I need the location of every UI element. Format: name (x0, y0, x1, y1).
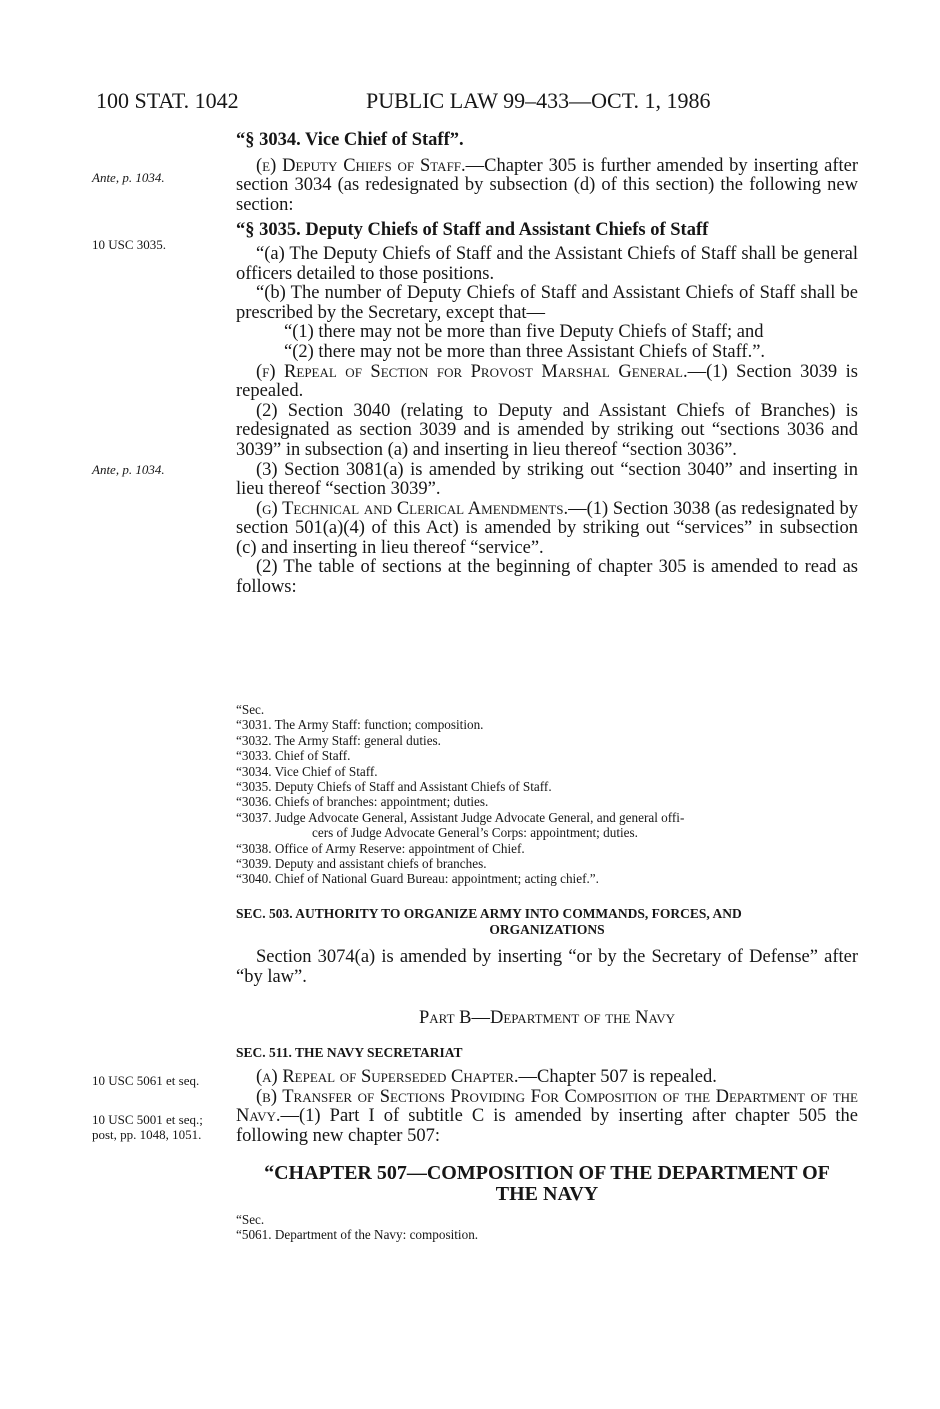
toc-sec-label: “Sec. (236, 1212, 265, 1227)
margin-note-usc-3035: 10 USC 3035. (92, 237, 167, 252)
toc-item: “3040. Chief of National Guard Bureau: appointment; acting chief.”. (236, 871, 599, 887)
toc-item: “3037. Judge Advocate General, Assistant Judge Advocate General, and general offi- (236, 809, 685, 825)
part-b-heading-block (236, 1009, 858, 1029)
toc-item: “3034. Vice Chief of Staff. (236, 763, 378, 779)
page-header (96, 88, 880, 118)
toc-item: “3038. Office of Army Reserve: appointment of Chief. (236, 840, 525, 856)
toc-item: “3033. Chief of Staff. (236, 748, 351, 764)
margin-note-ante-2: Ante, p. 1034. (92, 462, 165, 477)
margin-note-ante-1: Ante, p. 1034. (92, 170, 165, 185)
paragraph-f2: (2) Section 3040 (relating to Deputy and Assistant Chiefs of Branches) is redesignated as section 3039 and is amended by striking out “sections 3036 and 3039” in subsection (a) and inserting in lieu thereof “section 3036”. (236, 400, 858, 460)
paragraph-g2: (2) The table of sections at the beginning of chapter 305 is amended to read as follows: (236, 557, 858, 598)
section-511-heading: SEC. 511. THE NAVY SECRETARIAT (236, 1045, 463, 1060)
section-503-text-block (236, 948, 858, 987)
law-title: PUBLIC LAW 99–433—OCT. 1, 1986 (366, 88, 711, 113)
section-503-heading: SEC. 503. AUTHORITY TO ORGANIZE ARMY INTO COMMANDS, FORCES, AND ORGANIZATIONS (236, 906, 742, 937)
paragraph-b: “(b) The number of Deputy Chiefs of Staff and Assistant Chiefs of Staff shall be prescribed by the Secretary, except that— (236, 283, 858, 323)
toc-item: “3036. Chiefs of branches: appointment; duties. (236, 794, 489, 810)
toc-item: “3031. The Army Staff: function; composition. (236, 717, 484, 733)
paragraph-a: “(a) The Deputy Chiefs of Staff and the Assistant Chiefs of Staff shall be general officers detailed to those positions. (236, 243, 858, 284)
part-b-heading: Part B—Department of the Navy (419, 1008, 675, 1028)
toc-item: “3035. Deputy Chiefs of Staff and Assistant Chiefs of Staff. (236, 779, 552, 795)
section-511-subsection-b: (b) Transfer of Sections Providing For Composition of the Department of the Navy.—(1) Part I of subtitle C is amended by inserting after chapter 505 the following new chapter 507: (236, 1086, 858, 1146)
clause-b1: “(1) there may not be more than five Deputy Chiefs of Staff; and (284, 322, 764, 343)
margin-note-usc-5001: 10 USC 5001 et seq.; post, pp. 1048, 1051. (92, 1112, 203, 1142)
table-of-sections (236, 702, 858, 887)
subsection-f: (f) Repeal of Section for Provost Marshal General.—(1) Section 3039 is repealed. (236, 361, 858, 402)
clause-b2: “(2) there may not be more than three Assistant Chiefs of Staff.”. (284, 341, 766, 362)
paragraph-f3: (3) Section 3081(a) is amended by striking out “section 3040” and inserting in lieu thereof “section 3039”. (236, 459, 858, 500)
toc-item: “5061. Department of the Navy: composition. (236, 1227, 479, 1243)
subsection-g: (g) Technical and Clerical Amendments.—(1) Section 3038 (as redesignated by section 501(a)(4) of this Act) is amended by striking out “services” in subsection (c) and inserting in lieu thereof “service”. (236, 498, 858, 558)
section-511-subsection-a: (a) Repeal of Superseded Chapter.—Chapter 507 is repealed. (256, 1067, 717, 1087)
section-3035-heading: “§ 3035. Deputy Chiefs of Staff and Assistant Chiefs of Staff (236, 220, 709, 241)
toc-item: “3032. The Army Staff: general duties. (236, 732, 441, 748)
toc-item-continuation: cers of Judge Advocate General’s Corps: appointment; duties. (312, 825, 638, 841)
section-511-text-block (236, 1068, 858, 1146)
toc-item: “3039. Deputy and assistant chiefs of branches. (236, 856, 487, 872)
section-503-text: Section 3074(a) is amended by inserting “or by the Secretary of Defense” after “by law”. (236, 947, 858, 987)
toc-sec-label: “Sec. (236, 702, 265, 717)
main-text-block (236, 131, 858, 598)
statute-citation: 100 STAT. 1042 (96, 88, 239, 113)
subsection-e: (e) Deputy Chiefs of Staff.—Chapter 305 is further amended by inserting after section 3034 (as redesignated by subsection (d) of this section) the following new section: (236, 155, 858, 215)
chapter-507-sections (236, 1212, 858, 1243)
section-3034-heading: “§ 3034. Vice Chief of Staff”. (236, 130, 464, 150)
chapter-507-heading: “CHAPTER 507—COMPOSITION OF THE DEPARTMENT OF THE NAVY (264, 1162, 830, 1205)
margin-note-usc-5061: 10 USC 5061 et seq. (92, 1073, 200, 1088)
